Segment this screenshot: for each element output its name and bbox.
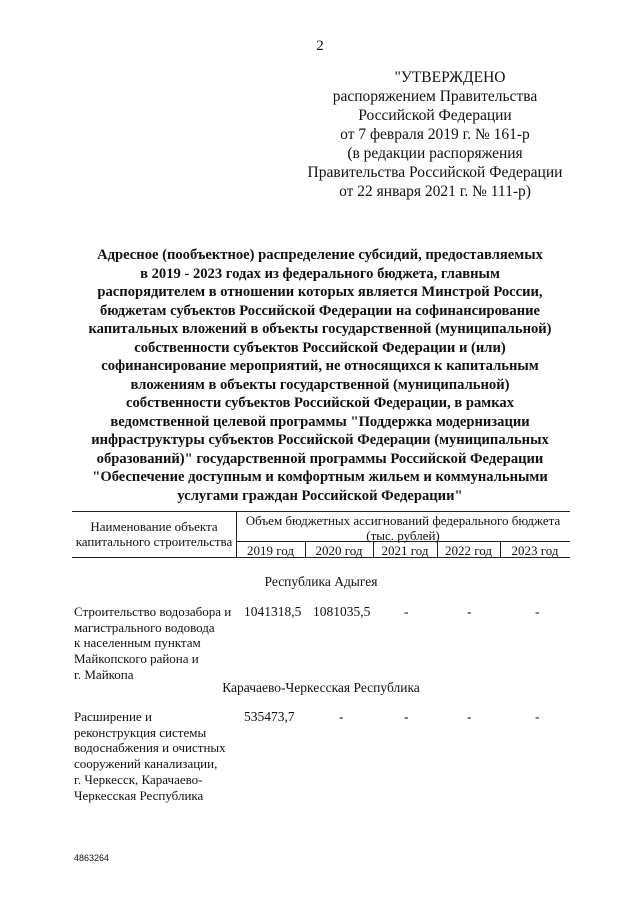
- footer-document-code: 4863264: [74, 853, 110, 863]
- title-line: капитальных вложений в объекты государственной (муниципальной): [88, 321, 552, 337]
- column-header-year: 2020 год: [315, 543, 363, 558]
- title-line: в 2019 - 2023 годах из федерального бюджета, главным: [140, 265, 500, 282]
- approval-line: распоряжением Правительства: [332, 88, 538, 105]
- page-number: 2: [316, 38, 324, 54]
- column-header-year: 2023 год: [511, 543, 559, 558]
- approval-line: Правительства Российской Федерации: [307, 164, 563, 181]
- title-line: софинансирование мероприятий, не относящихся к капитальным: [101, 358, 539, 374]
- value-2019: 535473,7: [244, 709, 295, 724]
- value-2022: -: [467, 709, 472, 724]
- document-title: [60, 246, 580, 505]
- title-line: инфраструктуры субъектов Российской Федерации (муниципальных: [91, 432, 549, 448]
- column-header-name: Наименование объекта капитального строительства: [75, 519, 233, 549]
- title-line: услугами граждан Российской Федерации": [177, 487, 463, 504]
- title-line: образований)" государственной программы Российской Федерации: [96, 450, 544, 467]
- value-2020: -: [339, 709, 344, 724]
- column-header-year: 2021 год: [381, 543, 429, 558]
- title-line: распорядителем в отношении которых является Минстрой России,: [97, 284, 543, 300]
- approval-line: от 7 февраля 2019 г. № 161-р: [340, 126, 530, 143]
- approval-line: Российской Федерации: [358, 107, 512, 124]
- value-2023: -: [535, 604, 540, 619]
- title-line: собственности субъектов Российской Федерации и (или): [134, 339, 506, 356]
- value-2021: -: [404, 604, 409, 619]
- value-2021: -: [404, 709, 409, 724]
- column-header-year: 2019 год: [247, 543, 294, 558]
- title-line: вложениям в объекты государственной (муниципальной): [130, 376, 510, 393]
- title-line: бюджетам субъектов Российской Федерации на софинансирование: [99, 302, 541, 319]
- object-name: Строительство водозабора и магистрального водовода к населенным пунктам Майкопского района и г. Майкопа: [74, 604, 232, 682]
- table-top-rule: [72, 511, 570, 512]
- column-header-budget: Объем бюджетных ассигнований федерального бюджета (тыс. рублей): [245, 513, 561, 543]
- value-2019: 1041318,5: [244, 604, 302, 619]
- value-2022: -: [467, 604, 472, 619]
- title-line: собственности субъектов Российской Федерации, в рамках: [126, 395, 514, 411]
- column-header-year: 2022 год: [445, 543, 492, 558]
- region-heading: Республика Адыгея: [264, 574, 378, 589]
- title-line: "Обеспечение доступным и комфортным жильем и коммунальными: [92, 469, 548, 485]
- title-line: ведомственной целевой программы "Поддержка модернизации: [110, 413, 530, 430]
- approval-line: от 22 января 2021 г. № 111-р): [339, 183, 531, 200]
- value-2023: -: [535, 709, 540, 724]
- approval-line: "УТВЕРЖДЕНО: [394, 69, 506, 86]
- object-name: Расширение и реконструкция системы водоснабжения и очистных сооружений канализации, г. Черкесск, Карачаево- Черкесская Республика: [74, 709, 226, 803]
- approval-block: [300, 68, 570, 201]
- approval-line: (в редакции распоряжения: [347, 145, 523, 162]
- value-2020: 1081035,5: [313, 604, 371, 619]
- title-line: Адресное (пообъектное) распределение субсидий, предоставляемых: [97, 247, 543, 263]
- region-heading: Карачаево-Черкесская Республика: [222, 680, 420, 695]
